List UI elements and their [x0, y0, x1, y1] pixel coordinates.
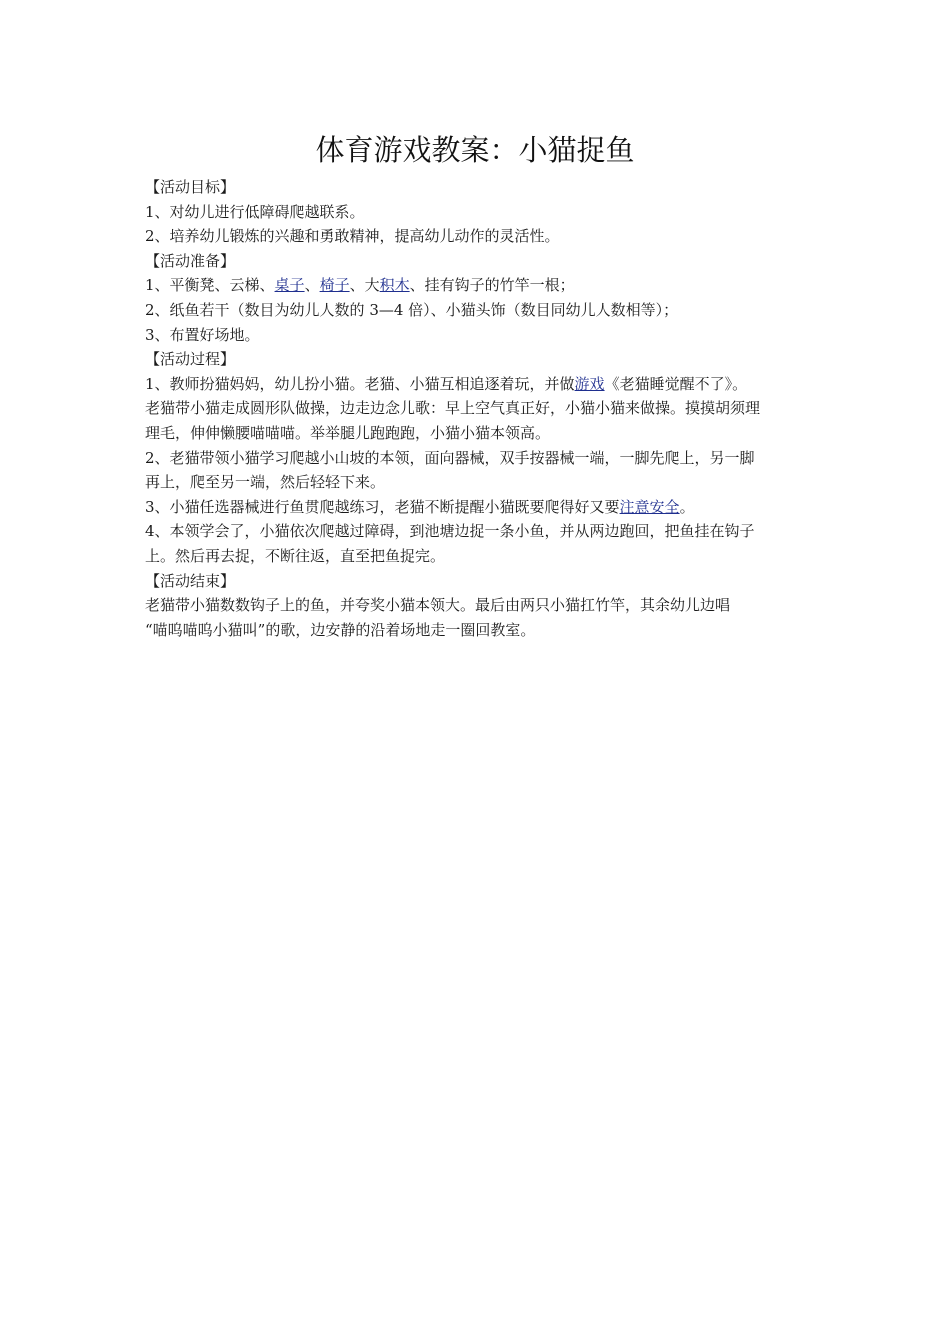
- section-heading-process: 【活动过程】: [145, 350, 236, 369]
- section-heading-end: 【活动结束】: [145, 571, 236, 590]
- prep-item-1-prefix: 1、平衡凳、云梯、: [145, 276, 275, 295]
- prep-item-1-suffix: 、挂有钩子的竹竿一根；: [409, 276, 575, 295]
- process-item-1-line-2: 老猫带小猫走成圆形队做操，边走边念儿歌：早上空气真正好，小猫小猫来做操。摸摸胡须理: [145, 399, 761, 418]
- prep-item-1: [145, 273, 811, 298]
- section-heading-goals: 【活动目标】: [145, 178, 236, 196]
- process-item-2-line-2: 再上，爬至另一端，然后轻轻下来。: [145, 473, 386, 492]
- process-item-3-suffix: 。: [679, 497, 695, 516]
- process-item-1-line-3: 理毛，伸伸懒腰喵喵喵。举举腿儿跑跑跑，小猫小猫本领高。: [145, 423, 551, 442]
- process-item-4: 4、本领学会了，小猫依次爬越过障碍，到池塘边捉一条小鱼，并从两边跑回，把鱼挂在钩子: [145, 522, 755, 541]
- process-item-1: [145, 372, 811, 397]
- goal-item-2: 2、培养幼儿锻炼的兴趣和勇敢精神，提高幼儿动作的灵活性。: [145, 227, 560, 246]
- process-item-4-line-2: 上。然后再去捉，不断往返，直至把鱼捉完。: [145, 546, 446, 565]
- link-table[interactable]: 桌子: [274, 276, 305, 295]
- process-item-2: 2、老猫带领小猫学习爬越小山坡的本领，面向器械，双手按器械一端，一脚先爬上，另一脚: [145, 448, 755, 467]
- document-body: [145, 175, 811, 642]
- process-item-1-suffix: 《老猫睡觉醒不了》。: [604, 374, 748, 393]
- process-item-1-prefix: 1、教师扮猫妈妈，幼儿扮小猫。老猫、小猫互相追逐着玩，并做: [145, 374, 575, 393]
- link-blocks[interactable]: 积木: [379, 276, 410, 295]
- end-line-2: “喵呜喵呜小猫叫”的歌，边安静的沿着场地走一圈回教室。: [145, 620, 536, 639]
- process-item-3: [145, 495, 811, 520]
- prep-item-2: 2、纸鱼若干（数目为幼儿人数的 3—4 倍）、小猫头饰（数目同幼儿人数相等）；: [145, 300, 679, 319]
- page-title: 体育游戏教案：小猫捉鱼: [315, 133, 635, 167]
- prep-item-1-sep1: 、: [304, 276, 320, 295]
- link-safety[interactable]: 注意安全: [619, 497, 680, 516]
- link-game[interactable]: 游戏: [574, 374, 605, 393]
- prep-item-3: 3、布置好场地。: [145, 325, 260, 344]
- section-heading-preparation: 【活动准备】: [145, 251, 236, 270]
- link-chair[interactable]: 椅子: [319, 276, 350, 295]
- process-item-3-prefix: 3、小猫任选器械进行鱼贯爬越练习，老猫不断提醒小猫既要爬得好又要: [145, 497, 620, 516]
- prep-item-1-sep2: 、大: [349, 276, 380, 295]
- end-line-1: 老猫带小猫数数钩子上的鱼，并夸奖小猫本领大。最后由两只小猫扛竹竿，其余幼儿边唱: [145, 596, 731, 615]
- goal-item-1: 1、对幼儿进行低障碍爬越联系。: [145, 202, 365, 221]
